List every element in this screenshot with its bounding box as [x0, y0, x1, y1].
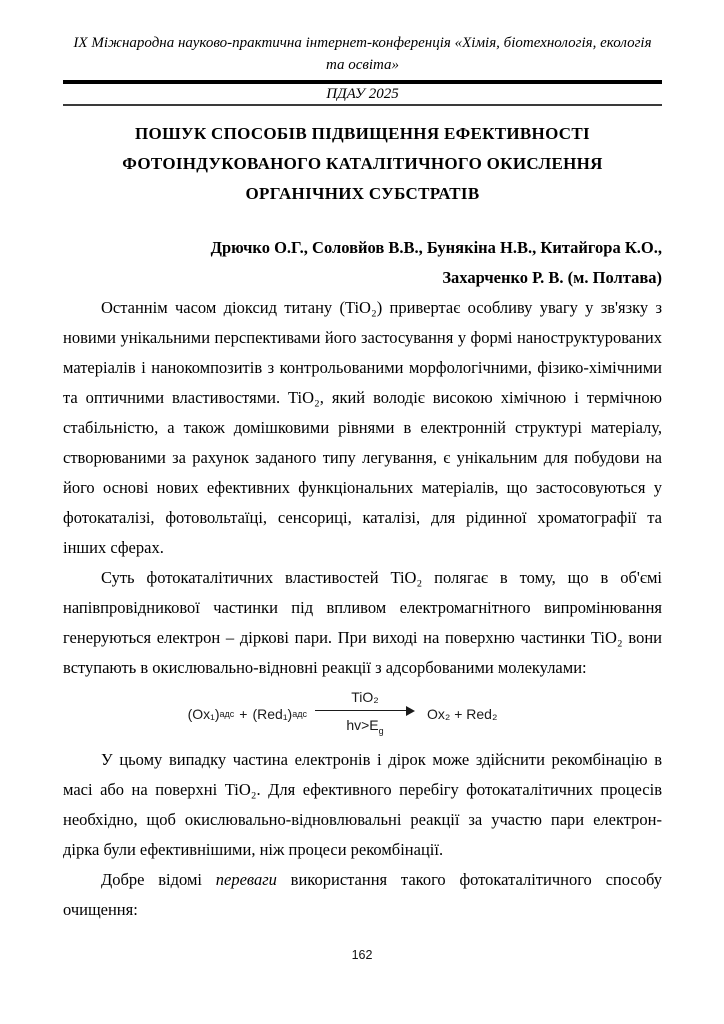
paragraph-advantages	[63, 865, 662, 925]
paragraph-intro: Останнім часом діоксид титану (TiO₂) привертає особливу увагу у зв'язку з новими унікальними перспективами його застосування у формі наноструктурованих матеріалів і нанокомпозитів з контрольованими морфологічними, фізико-хімічними та оптичними властивостями. TiO₂, який володіє високою хімічною і термічною стабільністю, а також домішковими рівнями в електронній структурі матеріалу, створюваними за рахунок заданого типу легування, є унікальним для побудови на його основі нових ефективних функціональних матеріалів, що застосовуються у фотокаталізі, фотовольтаїці, сенсориці, каталізі, для рідинної хроматографії та інших сферах.	[63, 297, 662, 557]
conference-name-line1: IX Міжнародна науково-практична інтернет-конференція «Хімія, біотехнологія, екологія	[73, 35, 652, 51]
reaction-arrow	[315, 689, 415, 740]
authors-block	[63, 233, 662, 293]
authors-line2: Захарченко Р. В. (м. Полтава)	[442, 267, 662, 287]
conference-name-line2: та освіта»	[325, 57, 400, 73]
arrow-condition-subscript: g	[378, 725, 384, 736]
paragraph-mechanism: Суть фотокаталітичних властивостей TiO₂ полягає в тому, що в об'ємі напівпровідникової частинки під впливом електромагнітного випромінювання генеруються електрон – діркові пари. При виході на поверхню частинки TiO₂ вони вступають в окислювально-відновні реакції з адсорбованими молекулами:	[63, 567, 662, 677]
advantages-italic-word: переваги	[215, 870, 277, 890]
arrow-shaft	[315, 706, 415, 717]
running-header	[63, 32, 662, 106]
equation-plus-operator: +	[239, 705, 248, 722]
reaction-equation	[63, 689, 622, 740]
arrow-condition-label	[346, 717, 383, 740]
arrow-head	[406, 706, 415, 716]
paper-title-line1: ПОШУК СПОСОБІВ ПІДВИЩЕННЯ ЕФЕКТИВНОСТІ	[135, 123, 590, 143]
arrow-line	[315, 710, 410, 711]
page-number: 162	[351, 948, 373, 962]
paragraph-recombination: У цьому випадку частина електронів і дірок може здійснити рекомбінацію в масі або на поверхні TiO₂. Для ефективного перебігу фотокаталітичних процесів необхідно, щоб окислювально-відновлювальні реакції за участю пари електрон-дірка були ефективнішими, ніж процеси рекомбінації.	[63, 750, 662, 860]
advantages-text-before: Добре відомі	[101, 870, 216, 890]
paper-title-line2: ФОТОІНДУКОВАНОГО КАТАЛІТИЧНОГО ОКИСЛЕННЯ	[122, 153, 603, 173]
paper-title-line3: ОРГАНІЧНИХ СУБСТРАТІВ	[245, 183, 480, 203]
advantages-text-after: використання такого фотокаталітичного способу очищення:	[63, 870, 662, 920]
equation-reactant-ox-subscript: адс	[219, 708, 235, 719]
arrow-catalyst-label: TiO₂	[351, 688, 379, 705]
organization-year: ПДАУ 2025	[326, 86, 399, 102]
thin-divider	[63, 104, 662, 106]
equation-reactant-red-subscript: адс	[292, 708, 307, 719]
authors-line1: Дрючко О.Г., Соловйов В.В., Бунякіна Н.В., Китайгора К.О.,	[210, 237, 662, 257]
equation-products: Ox₂ + Red₂	[426, 705, 498, 722]
paper-title	[63, 119, 662, 209]
arrow-condition-text: hv>E	[346, 716, 379, 733]
equation-reactant-ox: (Ox₁)	[187, 705, 220, 722]
equation-reactant-red: (Red₁)	[252, 705, 293, 722]
